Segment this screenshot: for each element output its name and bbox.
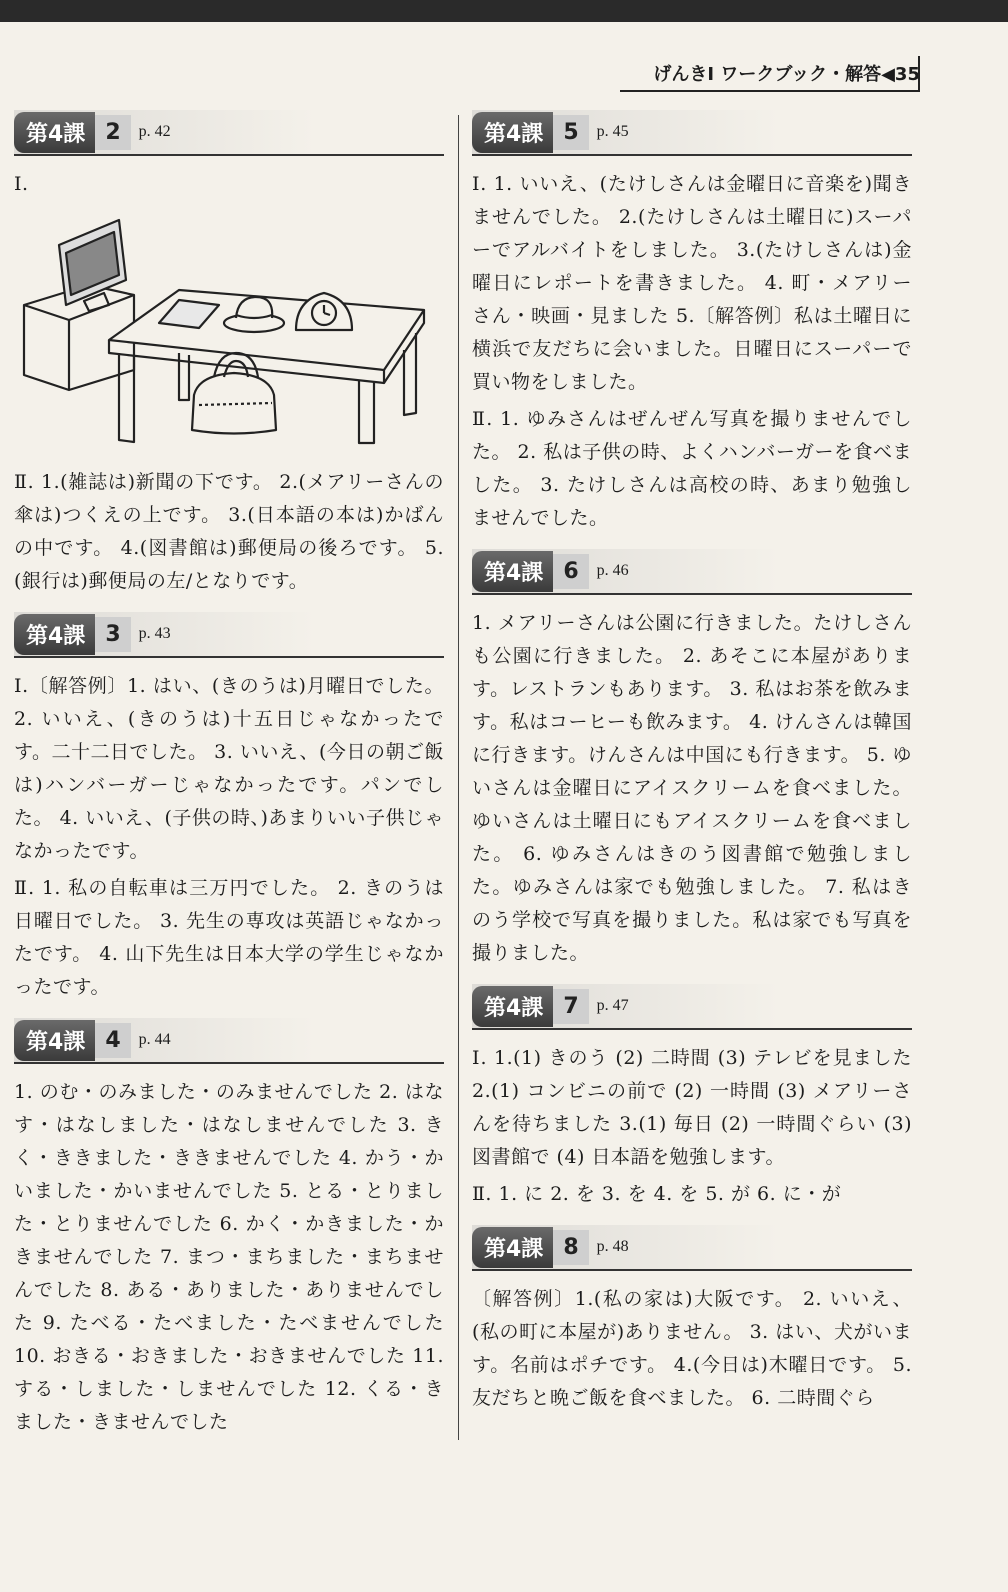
- header-tab: [918, 56, 934, 90]
- section-heading: [472, 110, 912, 156]
- page-reference: p. 46: [596, 562, 629, 579]
- answer-paragraph: Ⅰ. 1.(1) きのう (2) 二時間 (3) テレビを見ました 2.(1) コンビニの前で (2) 一時間 (3) メアリーさんを待ちました 3.(1) 毎日 (2) 一時間ぐらい (3) 図書館で (4) 日本語を勉強します。: [472, 1047, 912, 1168]
- exercise-number: 3: [95, 617, 130, 652]
- section-heading: [472, 1225, 912, 1271]
- answer-text: [14, 1076, 444, 1439]
- page-reference: p. 48: [596, 1238, 629, 1255]
- answer-paragraph: 1. メアリーさんは公園に行きました。たけしさんも公園に行きました。 2. あそこに本屋があります。レストランもあります。 3. 私はお茶を飲みます。私はコーヒーも飲みます。 4. けんさんは韓国に行きます。けんさんは中国にも行きます。 5. ゆいさんは金曜日にアイスクリームを食べました。ゆいさんは土曜日にもアイスクリームを食べました。 6. ゆみさんはきのう図書館で勉強しました。ゆみさんは家でも勉強しました。 7. 私はきのう学校で写真を撮りました。私は家でも写真を撮りました。: [472, 612, 912, 964]
- exercise-number: 7: [553, 989, 588, 1024]
- lesson-badge: 第4課: [472, 551, 553, 592]
- page-reference: p. 44: [138, 1031, 171, 1048]
- page-reference: p. 45: [596, 123, 629, 140]
- page-reference: p. 43: [138, 625, 171, 642]
- exercise-number: 6: [553, 554, 588, 589]
- exercise-number: 8: [553, 1230, 588, 1265]
- section-heading: [14, 612, 444, 658]
- section-lesson4-2: [14, 110, 444, 598]
- answer-text: [14, 168, 444, 598]
- answer-paragraph: Ⅰ.〔解答例〕1. はい、(きのうは)月曜日でした。 2. いいえ、(きのうは)十五日じゃなかったです。二十二日でした。 3. いいえ、(今日の朝ご飯は)ハンバーガーじゃなかったです。パンでした。 4. いいえ、(子供の時、)あまりいい子供じゃなかったです。: [14, 675, 444, 862]
- running-header: [620, 52, 920, 92]
- right-column: [472, 110, 912, 1429]
- answer-paragraph: 〔解答例〕1.(私の家は)大阪です。 2. いいえ、(私の町に本屋が)ありません。 3. はい、犬がいます。名前はポチです。 4.(今日は)木曜日です。 5. 友だちと晩ご飯を食べました。 6. 二時間ぐら: [472, 1288, 912, 1409]
- section-lesson4-4: [14, 1018, 444, 1439]
- section-lesson4-8: [472, 1225, 912, 1415]
- lesson-badge: 第4課: [14, 614, 95, 655]
- section-lesson4-6: [472, 549, 912, 970]
- answer-text: [472, 1042, 912, 1211]
- section-lesson4-7: [472, 984, 912, 1211]
- answer-text: [472, 168, 912, 535]
- answer-paragraph: Ⅰ. 1. いいえ、(たけしさんは金曜日に音楽を)聞きませんでした。 2.(たけしさんは土曜日に)スーパーでアルバイトをしました。 3.(たけしさんは)金曜日にレポートを書きました。 4. 町・メアリーさん・映画・見ました 5.〔解答例〕私は土曜日に横浜で友だちに会いました。日曜日にスーパーで買い物をしました。: [472, 173, 912, 393]
- exercise-number: 2: [95, 115, 130, 150]
- answer-paragraph: 1. のむ・のみました・のみませんでした 2. はなす・はなしました・はなしませんでした 3. きく・ききました・ききませんでした 4. かう・かいました・かいませんでした 5. とる・とりました・とりませんでした 6. かく・かきました・かきませんでした 7. まつ・まちました・まちませんでした 8. ある・ありました・ありませんでした 9. たべる・たべました・たべませんでした 10. おきる・おきました・おきませんでした 11. する・しました・しませんでした 12. くる・きました・きませんでした: [14, 1081, 444, 1433]
- header-title: げんきⅠ ワークブック・解答◀35: [653, 64, 920, 85]
- room-illustration: [14, 205, 434, 445]
- answer-paragraph: Ⅰ.: [14, 173, 29, 195]
- section-lesson4-5: [472, 110, 912, 535]
- answer-paragraph: Ⅱ. 1. ゆみさんはぜんぜん写真を撮りませんでした。 2. 私は子供の時、よくハンバーガーを食べました。 3. たけしさんは高校の時、あまり勉強しませんでした。: [472, 408, 912, 529]
- answer-paragraph: Ⅱ. 1. 私の自転車は三万円でした。 2. きのうは日曜日でした。 3. 先生の専攻は英語じゃなかったです。 4. 山下先生は日本大学の学生じゃなかったです。: [14, 877, 444, 998]
- page-reference: p. 42: [138, 123, 171, 140]
- section-heading: [14, 110, 444, 156]
- lesson-badge: 第4課: [14, 1020, 95, 1061]
- exercise-number: 4: [95, 1023, 130, 1058]
- page-edge: [0, 0, 1008, 22]
- section-lesson4-3: [14, 612, 444, 1004]
- section-heading: [472, 549, 912, 595]
- page-reference: p. 47: [596, 997, 629, 1014]
- lesson-badge: 第4課: [472, 1227, 553, 1268]
- lesson-badge: 第4課: [472, 112, 553, 153]
- exercise-number: 5: [553, 115, 588, 150]
- answer-text: [472, 607, 912, 970]
- section-heading: [472, 984, 912, 1030]
- left-column: [14, 110, 444, 1453]
- column-divider: [458, 115, 459, 1440]
- answer-paragraph: Ⅱ. 1.(雑誌は)新聞の下です。 2.(メアリーさんの傘は)つくえの上です。 3.(日本語の本は)かばんの中です。 4.(図書館は)郵便局の後ろです。 5.(銀行は)郵便局の左/となりです。: [14, 471, 444, 592]
- section-heading: [14, 1018, 444, 1064]
- lesson-badge: 第4課: [14, 112, 95, 153]
- answer-text: [472, 1283, 912, 1415]
- lesson-badge: 第4課: [472, 986, 553, 1027]
- answer-paragraph: Ⅱ. 1. に 2. を 3. を 4. を 5. が 6. に・が: [472, 1183, 842, 1205]
- answer-text: [14, 670, 444, 1004]
